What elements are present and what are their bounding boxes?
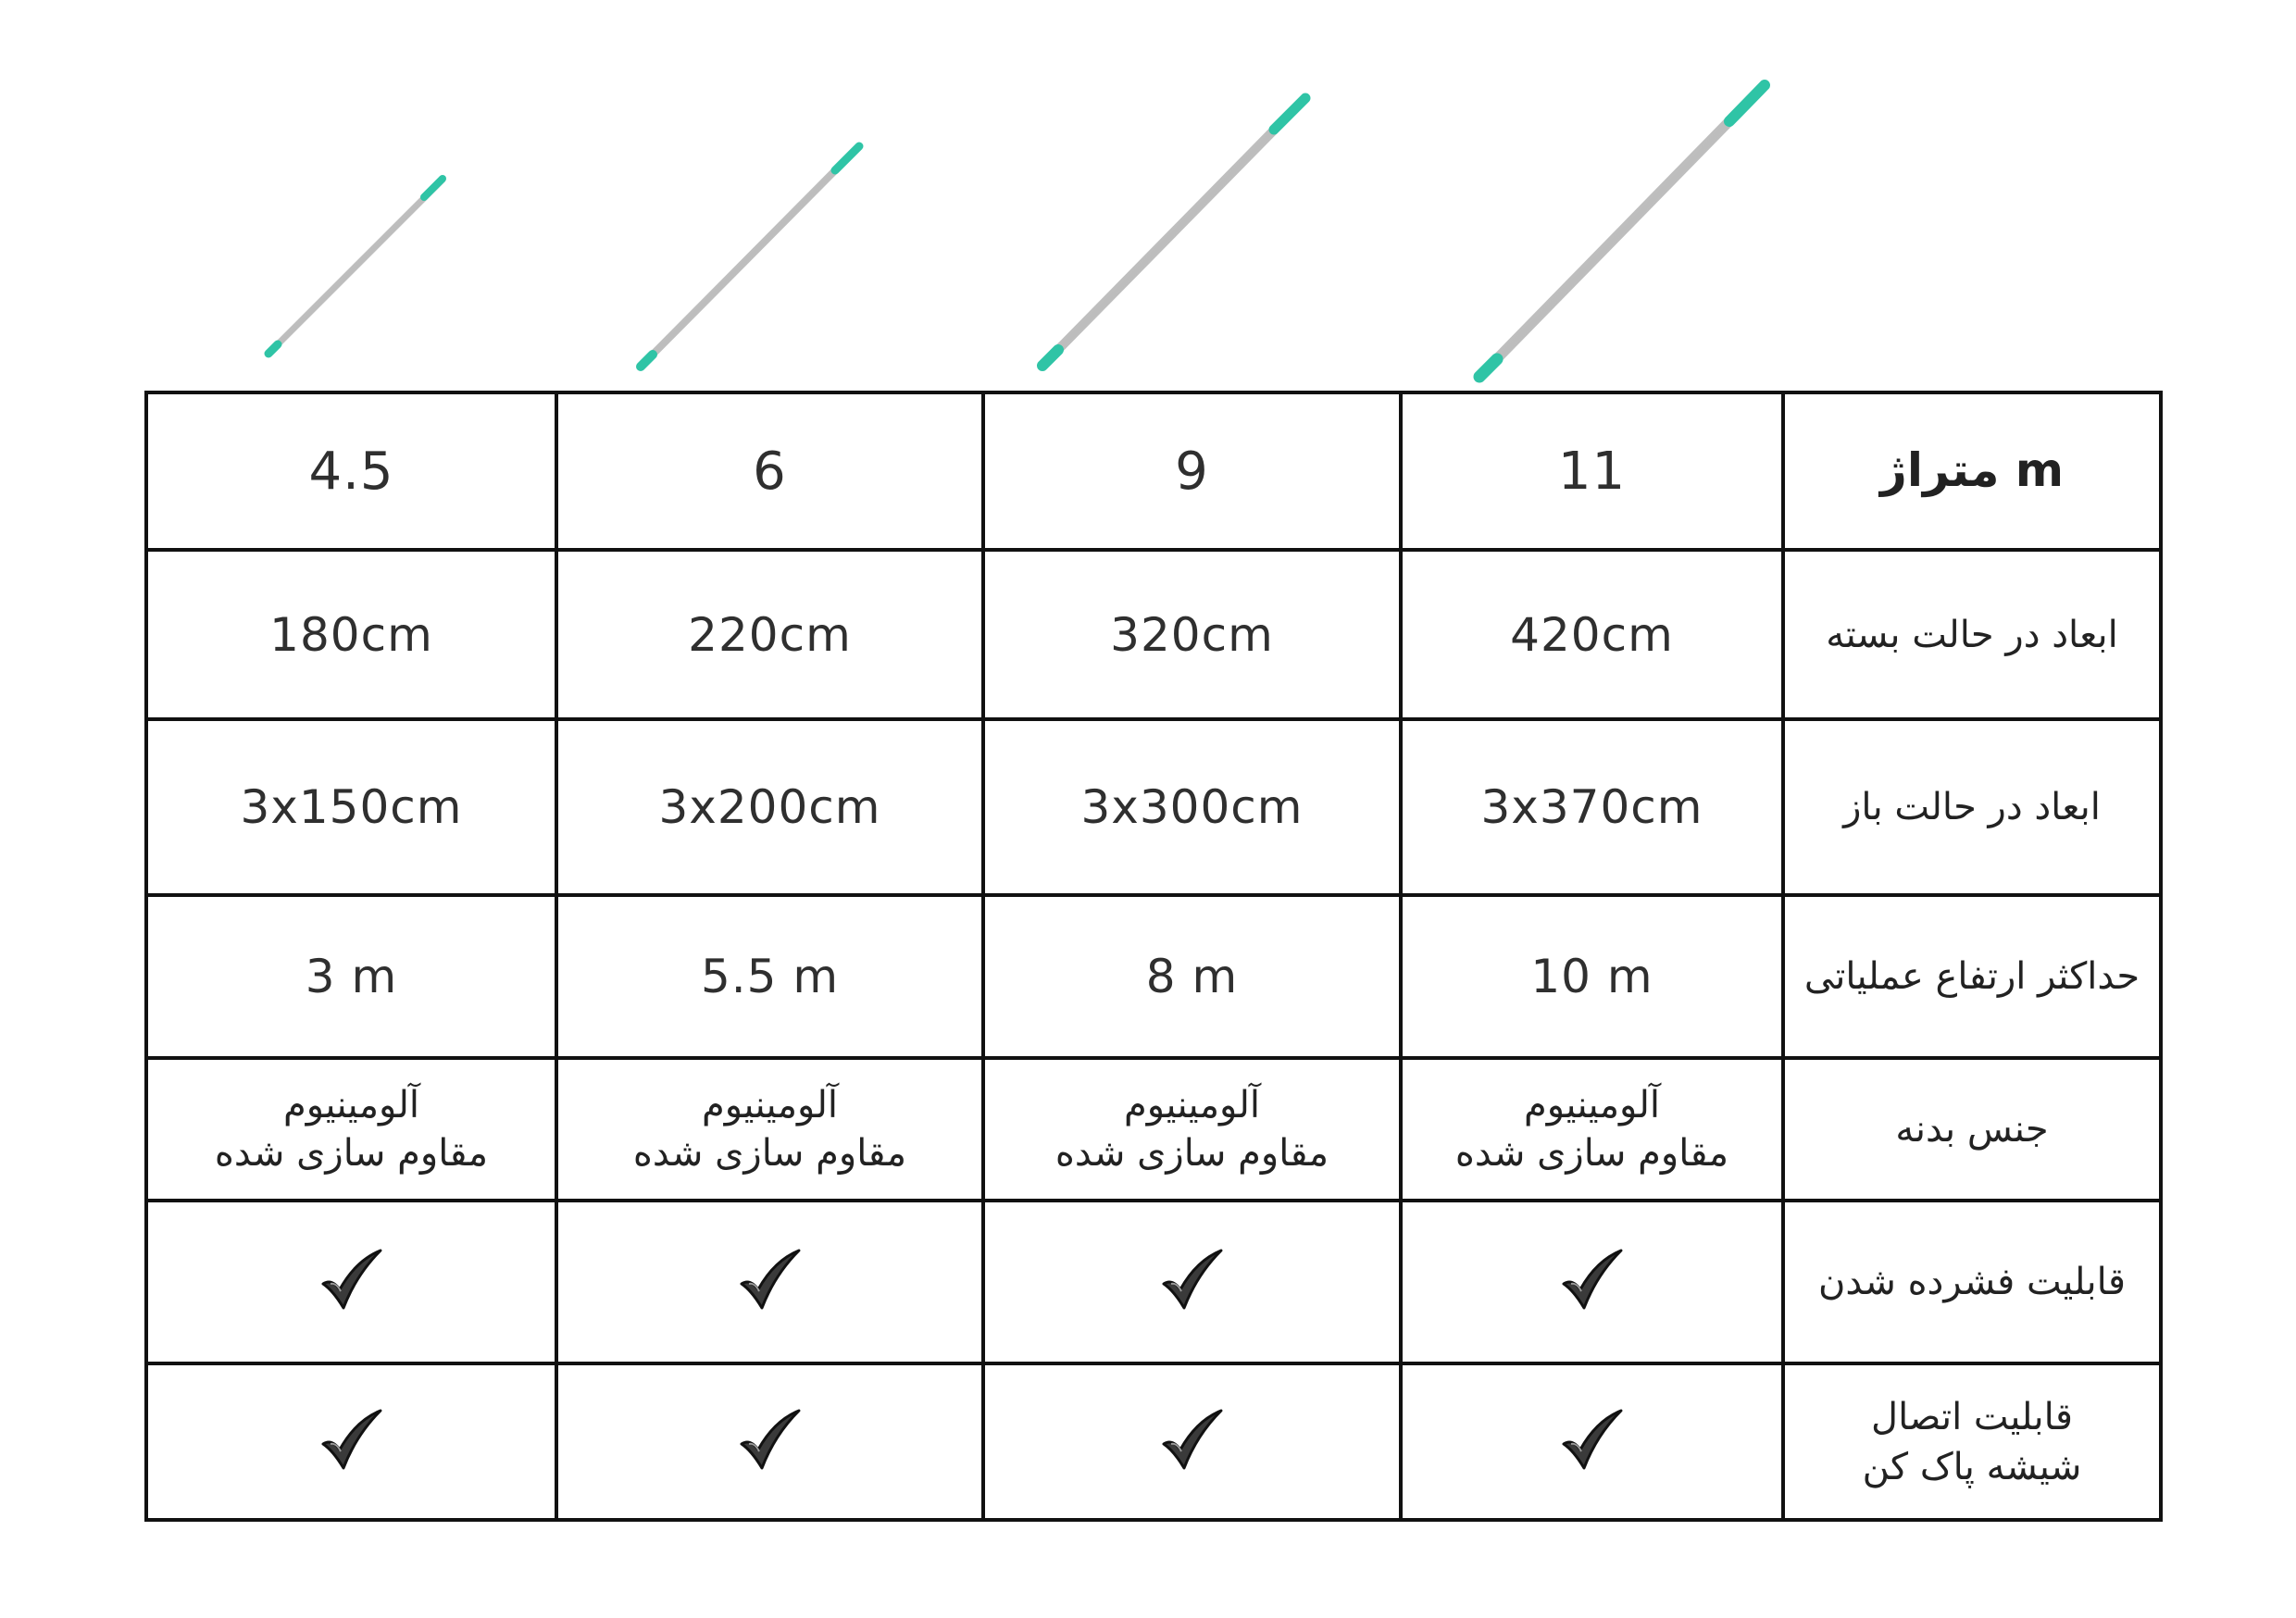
open-label: ابعاد در حالت باز [1843, 786, 2101, 828]
cell-height-11 [1401, 895, 1783, 1058]
closed-label: ابعاد در حالت بسته [1826, 613, 2118, 656]
row-extendable [146, 1201, 2161, 1363]
cell-material-9 [983, 1058, 1401, 1201]
cell-extendable-4-5 [146, 1201, 556, 1363]
connector-label-line-1: قابلیت اتصال [1871, 1395, 2073, 1438]
cell-extendable-9 [983, 1201, 1401, 1363]
material-line-2: مقاوم سازی شده [1054, 1132, 1329, 1175]
cell-closed-4-5 [146, 550, 556, 719]
material-line-2: مقاوم سازی شده [1454, 1132, 1729, 1175]
row-length [146, 392, 2161, 550]
cell-length-9 [983, 392, 1401, 550]
closed-value: 320cm [1110, 607, 1274, 662]
cell-extendable-11 [1401, 1201, 1783, 1363]
cell-closed-9 [983, 550, 1401, 719]
row-label-height [1783, 895, 2161, 1058]
material-line-2: مقاوم سازی شده [632, 1132, 907, 1175]
material-line-1: آلومینیوم [701, 1084, 839, 1126]
length-value: 4.5 [308, 441, 394, 502]
cell-closed-11 [1401, 550, 1783, 719]
height-value: 3 m [305, 950, 398, 1003]
cell-open-4-5 [146, 719, 556, 895]
cell-connector-4-5 [146, 1363, 556, 1520]
extendable-label: قابلیت فشرده شدن [1818, 1261, 2126, 1303]
cell-length-4-5 [146, 392, 556, 550]
cell-length-11 [1401, 392, 1783, 550]
cell-material-11 [1401, 1058, 1783, 1201]
connector-label-line-2: شیشه پاک کن [1862, 1445, 2082, 1488]
row-label-connector [1783, 1363, 2161, 1520]
cell-connector-6 [556, 1363, 983, 1520]
row-label-material [1783, 1058, 2161, 1201]
checkmark-icon [1160, 1298, 1225, 1315]
open-value: 3x370cm [1480, 780, 1703, 834]
cell-height-9 [983, 895, 1401, 1058]
checkmark-icon [319, 1298, 384, 1315]
row-label-extendable [1783, 1201, 2161, 1363]
closed-value: 180cm [269, 607, 433, 662]
checkmark-icon [1560, 1458, 1625, 1475]
checkmark-icon [1560, 1298, 1625, 1315]
cell-closed-6 [556, 550, 983, 719]
pole-icon-6 [641, 146, 859, 367]
height-label: حداکثر ارتفاع عملیاتی [1803, 955, 2140, 998]
cell-height-6 [556, 895, 983, 1058]
row-label-open [1783, 719, 2161, 895]
checkmark-icon [738, 1458, 803, 1475]
spec-table [144, 391, 2163, 1522]
closed-value: 420cm [1510, 607, 1674, 662]
material-line-1: آلومینیوم [282, 1084, 420, 1126]
cell-extendable-6 [556, 1201, 983, 1363]
row-connector [146, 1363, 2161, 1520]
cell-connector-11 [1401, 1363, 1783, 1520]
length-label: متراژ m [1880, 443, 2064, 498]
row-label-length [1783, 392, 2161, 550]
open-value: 3x200cm [658, 780, 881, 834]
pole-icon-4-5 [268, 179, 443, 354]
cell-material-6 [556, 1058, 983, 1201]
pole-icon-11 [1479, 85, 1765, 377]
open-value: 3x300cm [1080, 780, 1304, 834]
open-value: 3x150cm [240, 780, 463, 834]
material-line-1: آلومینیوم [1523, 1084, 1661, 1126]
row-label-closed [1783, 550, 2161, 719]
cell-open-6 [556, 719, 983, 895]
height-value: 8 m [1145, 950, 1239, 1003]
material-line-1: آلومینیوم [1123, 1084, 1261, 1126]
row-material [146, 1058, 2161, 1201]
length-value: 11 [1557, 441, 1627, 502]
material-label: جنس بدنه [1895, 1108, 2049, 1151]
row-closed [146, 550, 2161, 719]
closed-value: 220cm [688, 607, 852, 662]
material-line-2: مقاوم سازی شده [214, 1132, 489, 1175]
checkmark-icon [738, 1298, 803, 1315]
cell-connector-9 [983, 1363, 1401, 1520]
cell-material-4-5 [146, 1058, 556, 1201]
pole-icon-9 [1042, 98, 1305, 366]
row-open [146, 719, 2161, 895]
cell-height-4-5 [146, 895, 556, 1058]
cell-open-9 [983, 719, 1401, 895]
height-value: 5.5 m [700, 950, 840, 1003]
row-height [146, 895, 2161, 1058]
checkmark-icon [319, 1458, 384, 1475]
height-value: 10 m [1530, 950, 1653, 1003]
length-value: 6 [753, 441, 787, 502]
cell-open-11 [1401, 719, 1783, 895]
length-value: 9 [1175, 441, 1209, 502]
checkmark-icon [1160, 1458, 1225, 1475]
pole-illustrations [0, 0, 2296, 398]
cell-length-6 [556, 392, 983, 550]
